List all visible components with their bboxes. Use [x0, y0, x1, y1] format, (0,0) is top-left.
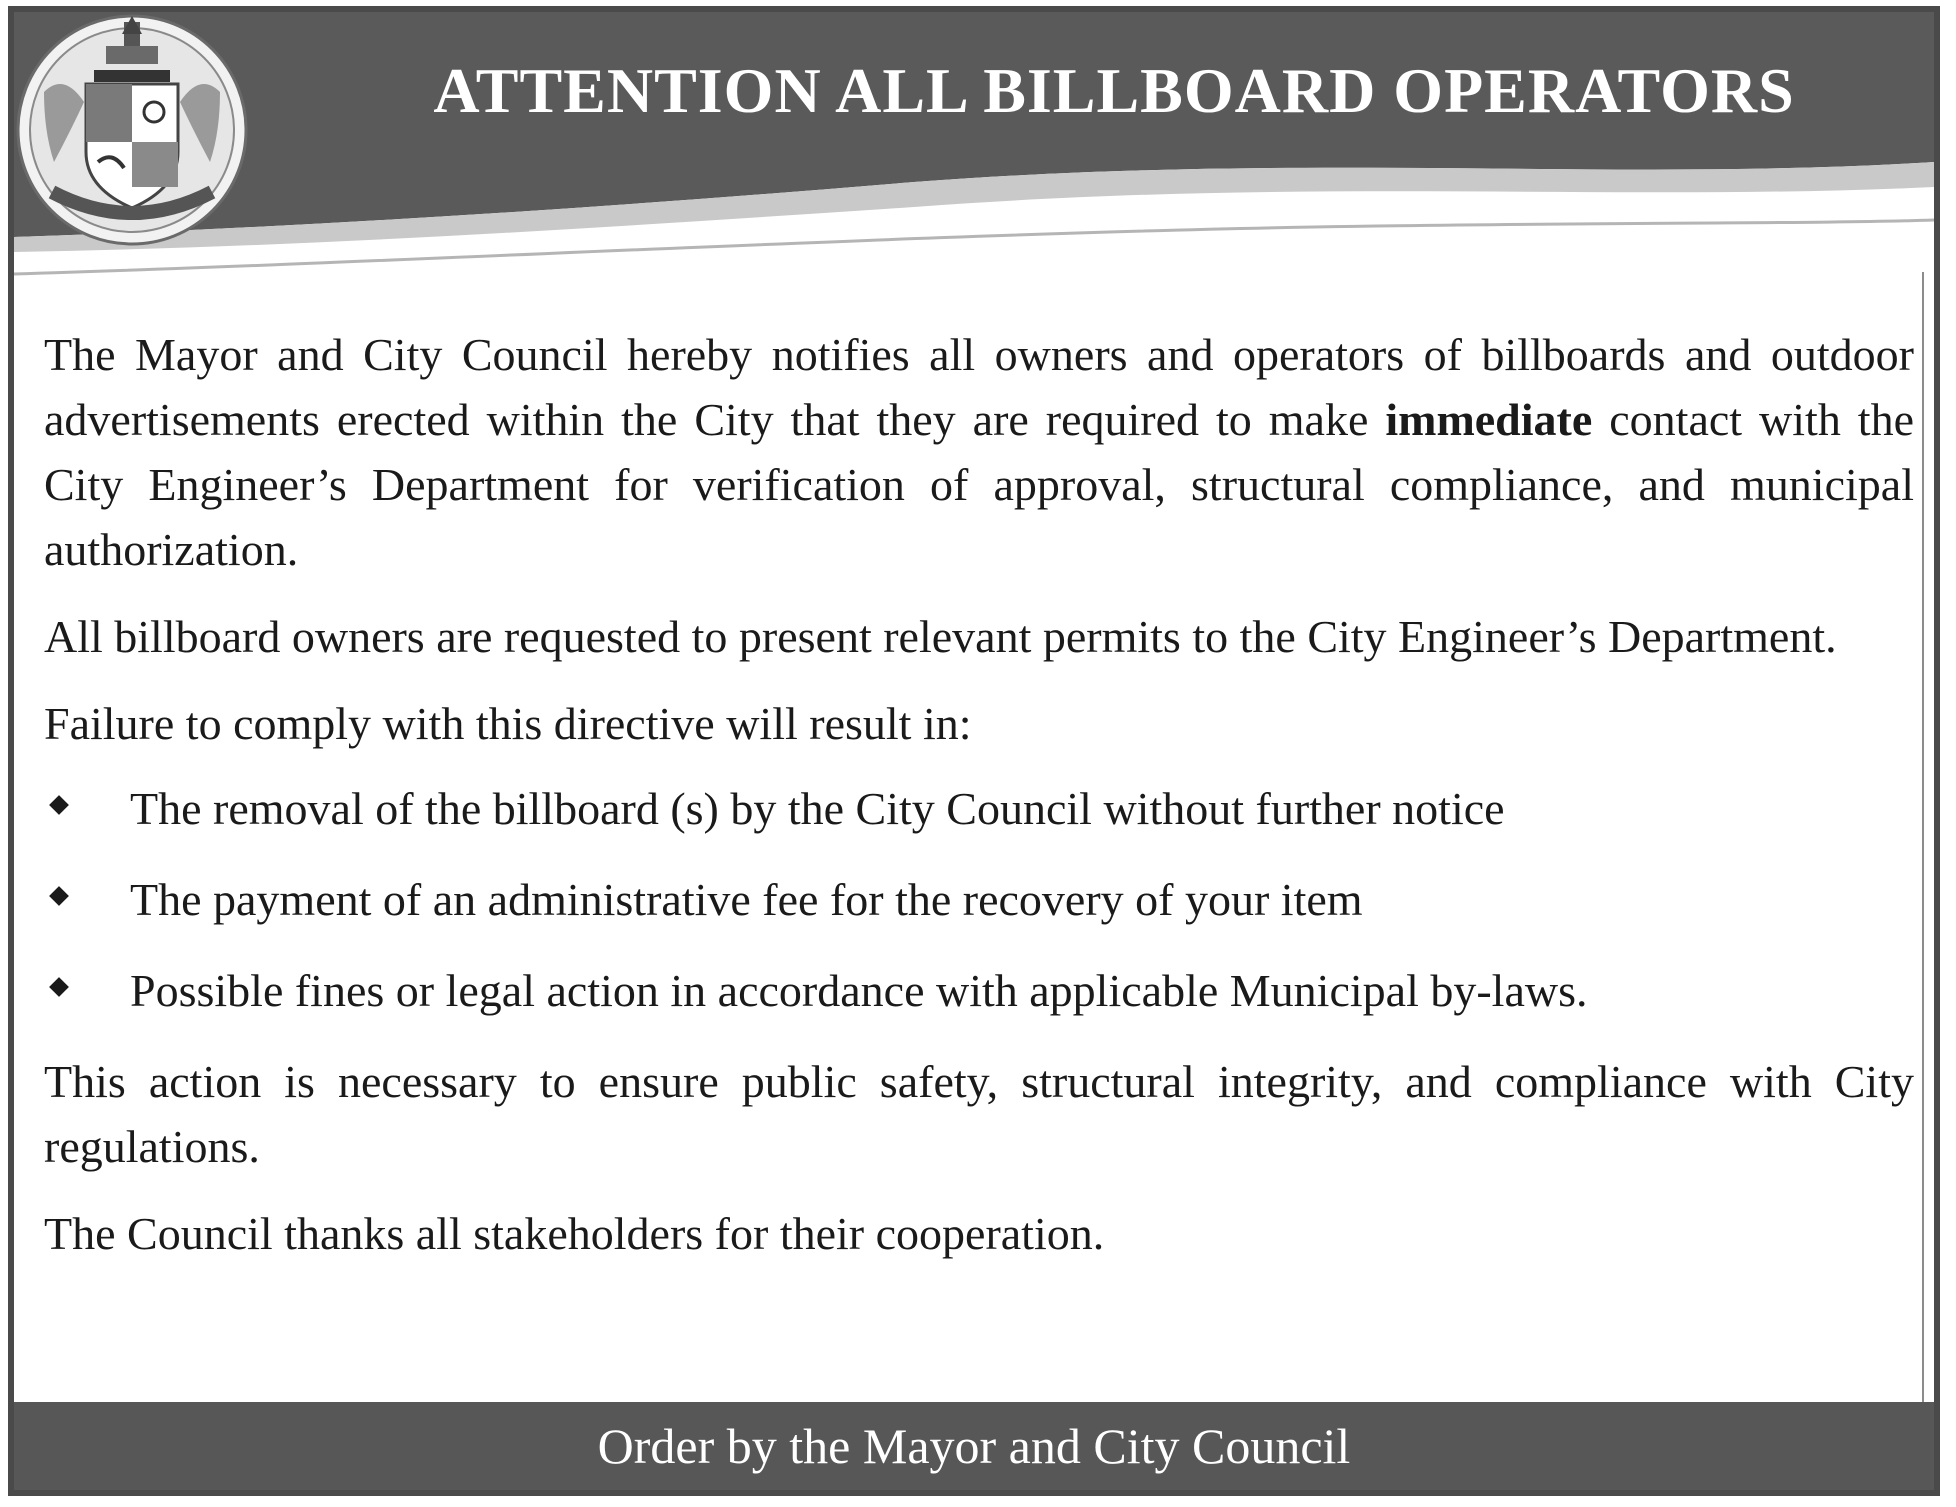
diamond-bullet-icon — [49, 795, 69, 815]
list-item-text: The payment of an administrative fee for the recovery of your item — [130, 874, 1363, 925]
notice-body — [44, 322, 1914, 1288]
list-item — [44, 867, 1914, 932]
emphasis-immediate: immediate — [1385, 394, 1593, 445]
paragraph-rationale: This action is necessary to ensure public safety, structural integrity, and compliance with City regulations. — [44, 1056, 1914, 1172]
list-item-text: The removal of the billboard (s) by the City Council without further notice — [130, 783, 1505, 834]
diamond-bullet-icon — [49, 977, 69, 997]
paragraph-permits: All billboard owners are requested to present relevant permits to the City Engineer’s Department. — [44, 611, 1837, 662]
list-item — [44, 958, 1914, 1023]
right-divider — [1922, 272, 1924, 1412]
footer-banner: Order by the Mayor and City Council — [14, 1402, 1934, 1490]
paragraph-thanks: The Council thanks all stakeholders for their cooperation. — [44, 1208, 1105, 1259]
para1-text-end: contact with the City Engineer’s Department for verification of approval, structural compliance, and municipal authorization. — [44, 394, 1914, 575]
consequence-list — [44, 776, 1914, 1023]
para1-text-start: The Mayor and City Council hereby notifies all owners and operators of billboards and outdoor advertisements erected within the City that they are required to make — [44, 329, 1914, 445]
list-item-text: Possible fines or legal action in accordance with applicable Municipal by-laws. — [130, 965, 1588, 1016]
paragraph-failure: Failure to comply with this directive will result in: — [44, 698, 972, 749]
header-banner — [14, 12, 1934, 292]
page-title: ATTENTION ALL BILLBOARD OPERATORS — [433, 55, 1795, 126]
paragraph-notification — [44, 322, 1914, 582]
list-item — [44, 776, 1914, 841]
city-council-seal-icon — [14, 12, 250, 248]
notice-frame — [8, 6, 1940, 1496]
diamond-bullet-icon — [49, 886, 69, 906]
